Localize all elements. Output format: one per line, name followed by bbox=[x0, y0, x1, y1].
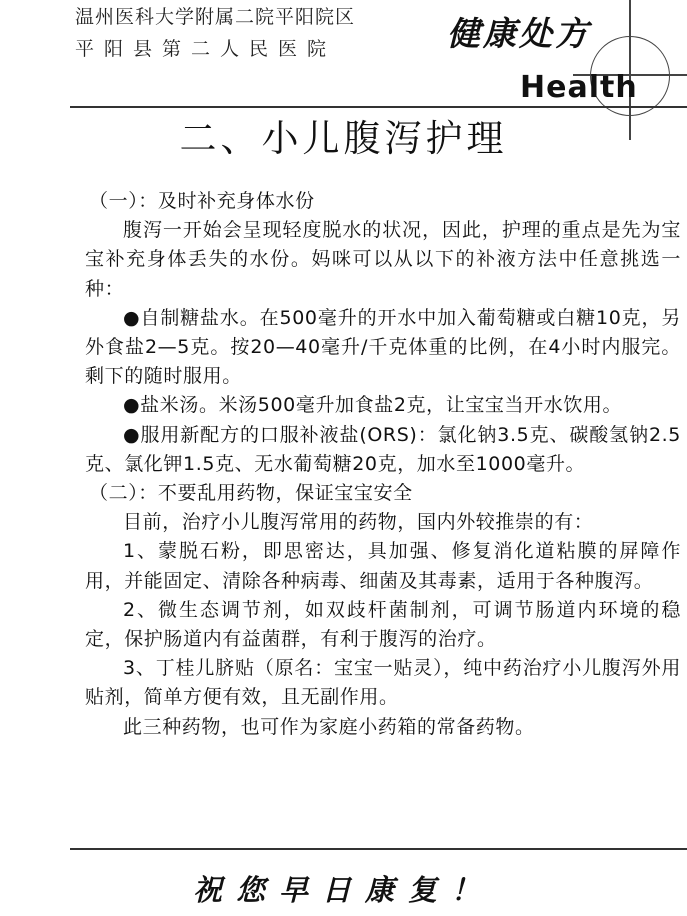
hospital-alias: 平阳县第二人民医院 bbox=[75, 38, 337, 60]
closing-wish: 祝您早日康复！ bbox=[192, 873, 494, 907]
page-title: 二、小儿腹泻护理 bbox=[179, 117, 508, 160]
list-item: 2、微生态调节剂，如双歧杆菌制剂，可调节肠道内环境的稳定，保护肠道内有益菌群，有利于腹泻的治疗。 bbox=[85, 598, 681, 651]
hospital-name: 温州医科大学附属二院平阳院区 bbox=[75, 6, 356, 28]
list-item: 1、蒙脱石粉，即思密达，具加强、修复消化道粘膜的屏障作用，并能固定、清除各种病毒、细菌及其毒素，适用于各种腹泻。 bbox=[85, 540, 681, 592]
paragraph: 腹泻一开始会呈现轻度脱水的状况，因此，护理的重点是先为宝宝补充身体丢失的水份。妈咪可以从以下的补液方法中任意挑选一种： bbox=[85, 219, 681, 300]
brand-title-english: Health bbox=[520, 70, 638, 105]
paragraph: 目前，治疗小儿腹泻常用的药物，国内外较推崇的有： bbox=[123, 511, 594, 534]
brand-title-chinese: 健康处方 bbox=[447, 14, 591, 53]
list-item: 3、丁桂儿脐贴（原名：宝宝一贴灵），纯中药治疗小儿腹泻外用贴剂，简单方便有效，且无副作用。 bbox=[85, 657, 681, 709]
paragraph: 此三种药物，也可作为家庭小药箱的常备药物。 bbox=[123, 715, 535, 738]
list-item: ●盐米汤。米汤500毫升加食盐2克，让宝宝当开水饮用。 bbox=[123, 394, 623, 417]
section-heading: （一）：及时补充身体水份 bbox=[89, 190, 315, 212]
header-divider bbox=[70, 106, 687, 108]
footer-divider bbox=[70, 848, 687, 850]
section-heading: （二）：不要乱用药物，保证宝宝安全 bbox=[89, 482, 413, 505]
list-item: ●自制糖盐水。在500毫升的开水中加入葡萄糖或白糖10克，另外食盐2—5克。按20—40毫升/千克体重的比例，在4小时内服完。剩下的随时服用。 bbox=[85, 306, 681, 388]
article-body bbox=[85, 187, 681, 742]
list-item: ●服用新配方的口服补液盐(ORS)：氯化钠3.5克、碳酸氢钠2.5克、氯化钾1.5克、无水葡萄糖20克，加水至1000毫升。 bbox=[85, 423, 681, 475]
